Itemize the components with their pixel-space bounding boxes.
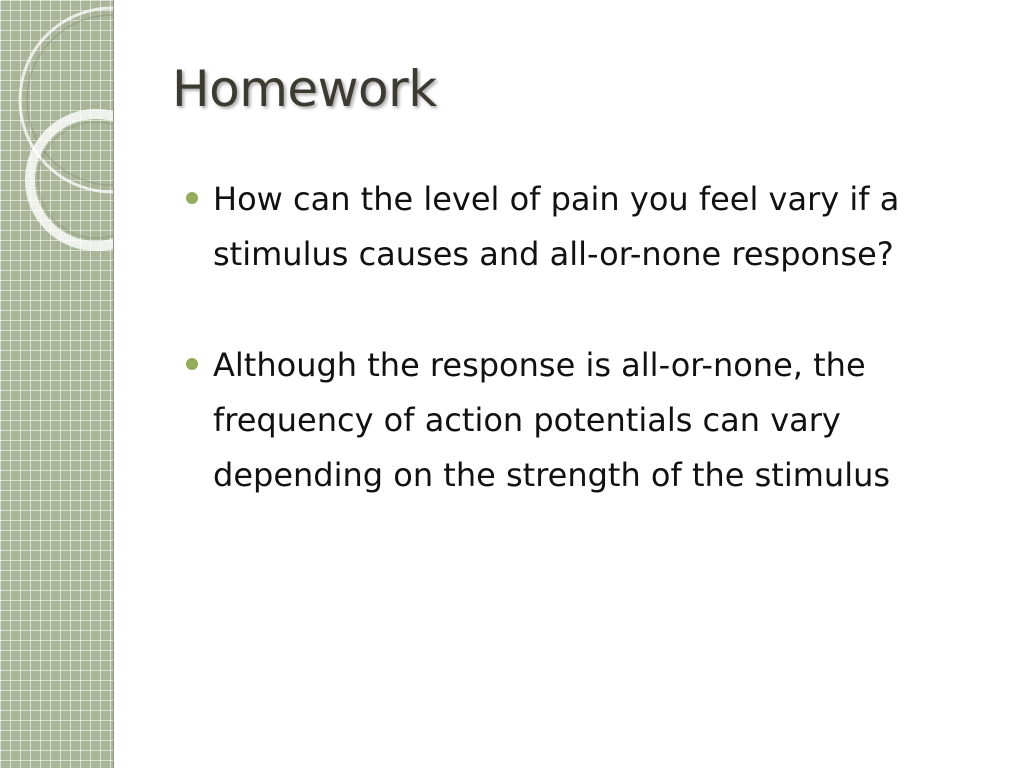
bullet-dot-icon	[186, 192, 198, 204]
bullet-text: How can the level of pain you feel vary if a stimulus causes and all-or-none response?	[213, 180, 900, 273]
decorative-side-strip	[0, 0, 114, 768]
bullet-list	[186, 172, 996, 559]
bullet-dot-icon	[186, 358, 198, 370]
slide-title: Homework	[172, 60, 437, 118]
bullet-item-question	[186, 172, 996, 282]
decorative-rings-icon	[0, 0, 113, 768]
bullet-item-answer	[186, 338, 996, 503]
bullet-text: Although the response is all-or-none, the frequency of action potentials can vary depending on the strength of the stimulus	[213, 346, 891, 494]
